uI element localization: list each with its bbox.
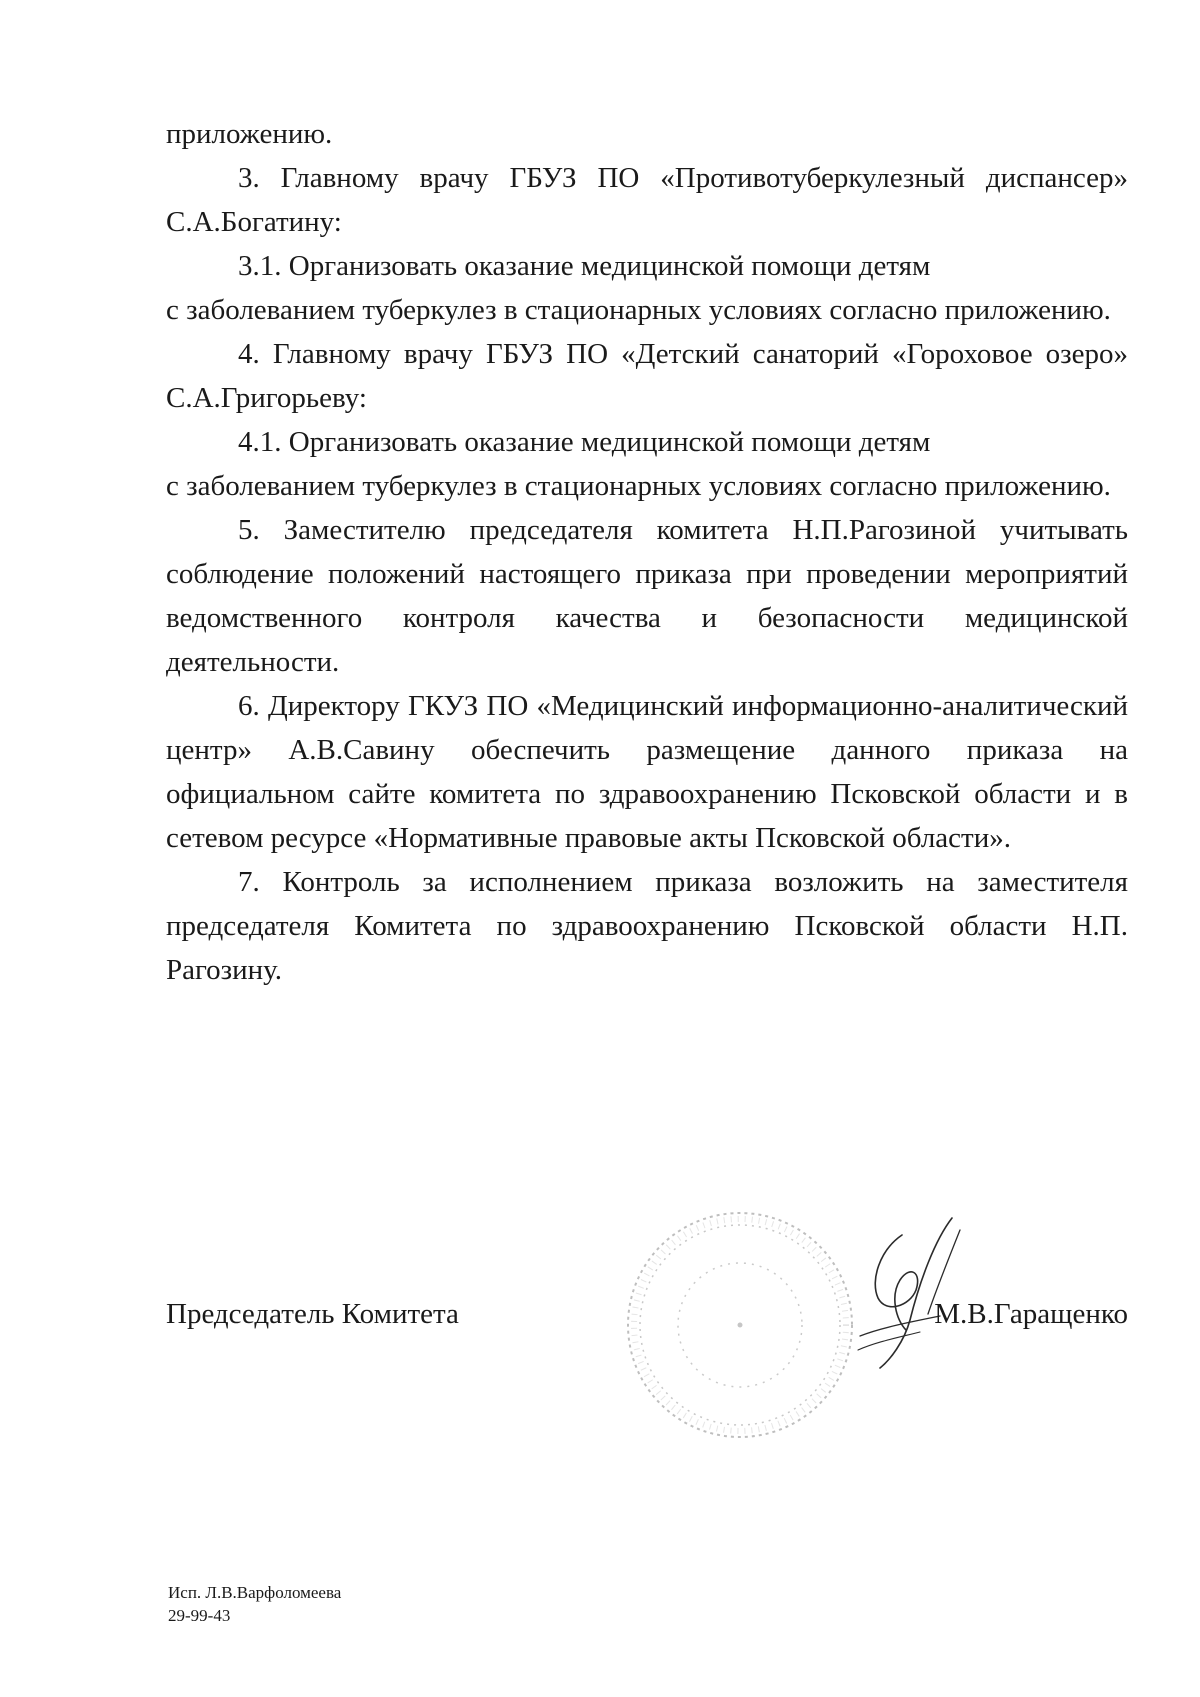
document-body bbox=[166, 112, 1128, 992]
executor-phone: 29-99-43 bbox=[168, 1606, 231, 1625]
paragraph-item-4-1: 4.1. Организовать оказание медицинской помощи детям bbox=[238, 426, 931, 458]
paragraph-item-4: 4. Главному врачу ГБУЗ ПО «Детский санаторий «Гороховое озеро» С.А.Григорьеву: bbox=[166, 338, 1128, 414]
paragraph-item-7: 7. Контроль за исполнением приказа возложить на заместителя председателя Комитета по здравоохранению Псковской области Н.П. Рагозину. bbox=[166, 866, 1128, 986]
executor-info bbox=[168, 1581, 341, 1627]
signatory-name: М.В.Гаращенко bbox=[934, 1298, 1128, 1330]
paragraph-item-3-1: 3.1. Организовать оказание медицинской помощи детям bbox=[238, 250, 931, 282]
paragraph-continuation: приложению. bbox=[166, 118, 333, 150]
paragraph-item-3-1-continued: с заболеванием туберкулез в стационарных условиях согласно приложению. bbox=[166, 294, 1111, 326]
signature-block bbox=[166, 1290, 1128, 1340]
executor-name: Исп. Л.В.Варфоломеева bbox=[168, 1583, 342, 1602]
signatory-position: Председатель Комитета bbox=[166, 1298, 459, 1330]
paragraph-item-6: 6. Директору ГКУЗ ПО «Медицинский информационно-аналитический центр» А.В.Савину обеспечить размещение данного приказа на официальном сайте комитета по здравоохранению Псковской области и в сетевом ресурсе «Нормативные правовые акты Псковской области». bbox=[166, 690, 1128, 854]
paragraph-item-5: 5. Заместителю председателя комитета Н.П.Рагозиной учитывать соблюдение положений настоящего приказа при проведении мероприятий ведомственного контроля качества и безопасности медицинской деятельности. bbox=[166, 514, 1128, 678]
paragraph-item-4-1-continued: с заболеванием туберкулез в стационарных условиях согласно приложению. bbox=[166, 470, 1111, 502]
paragraph-item-3: 3. Главному врачу ГБУЗ ПО «Противотуберкулезный диспансер» С.А.Богатину: bbox=[166, 162, 1128, 238]
